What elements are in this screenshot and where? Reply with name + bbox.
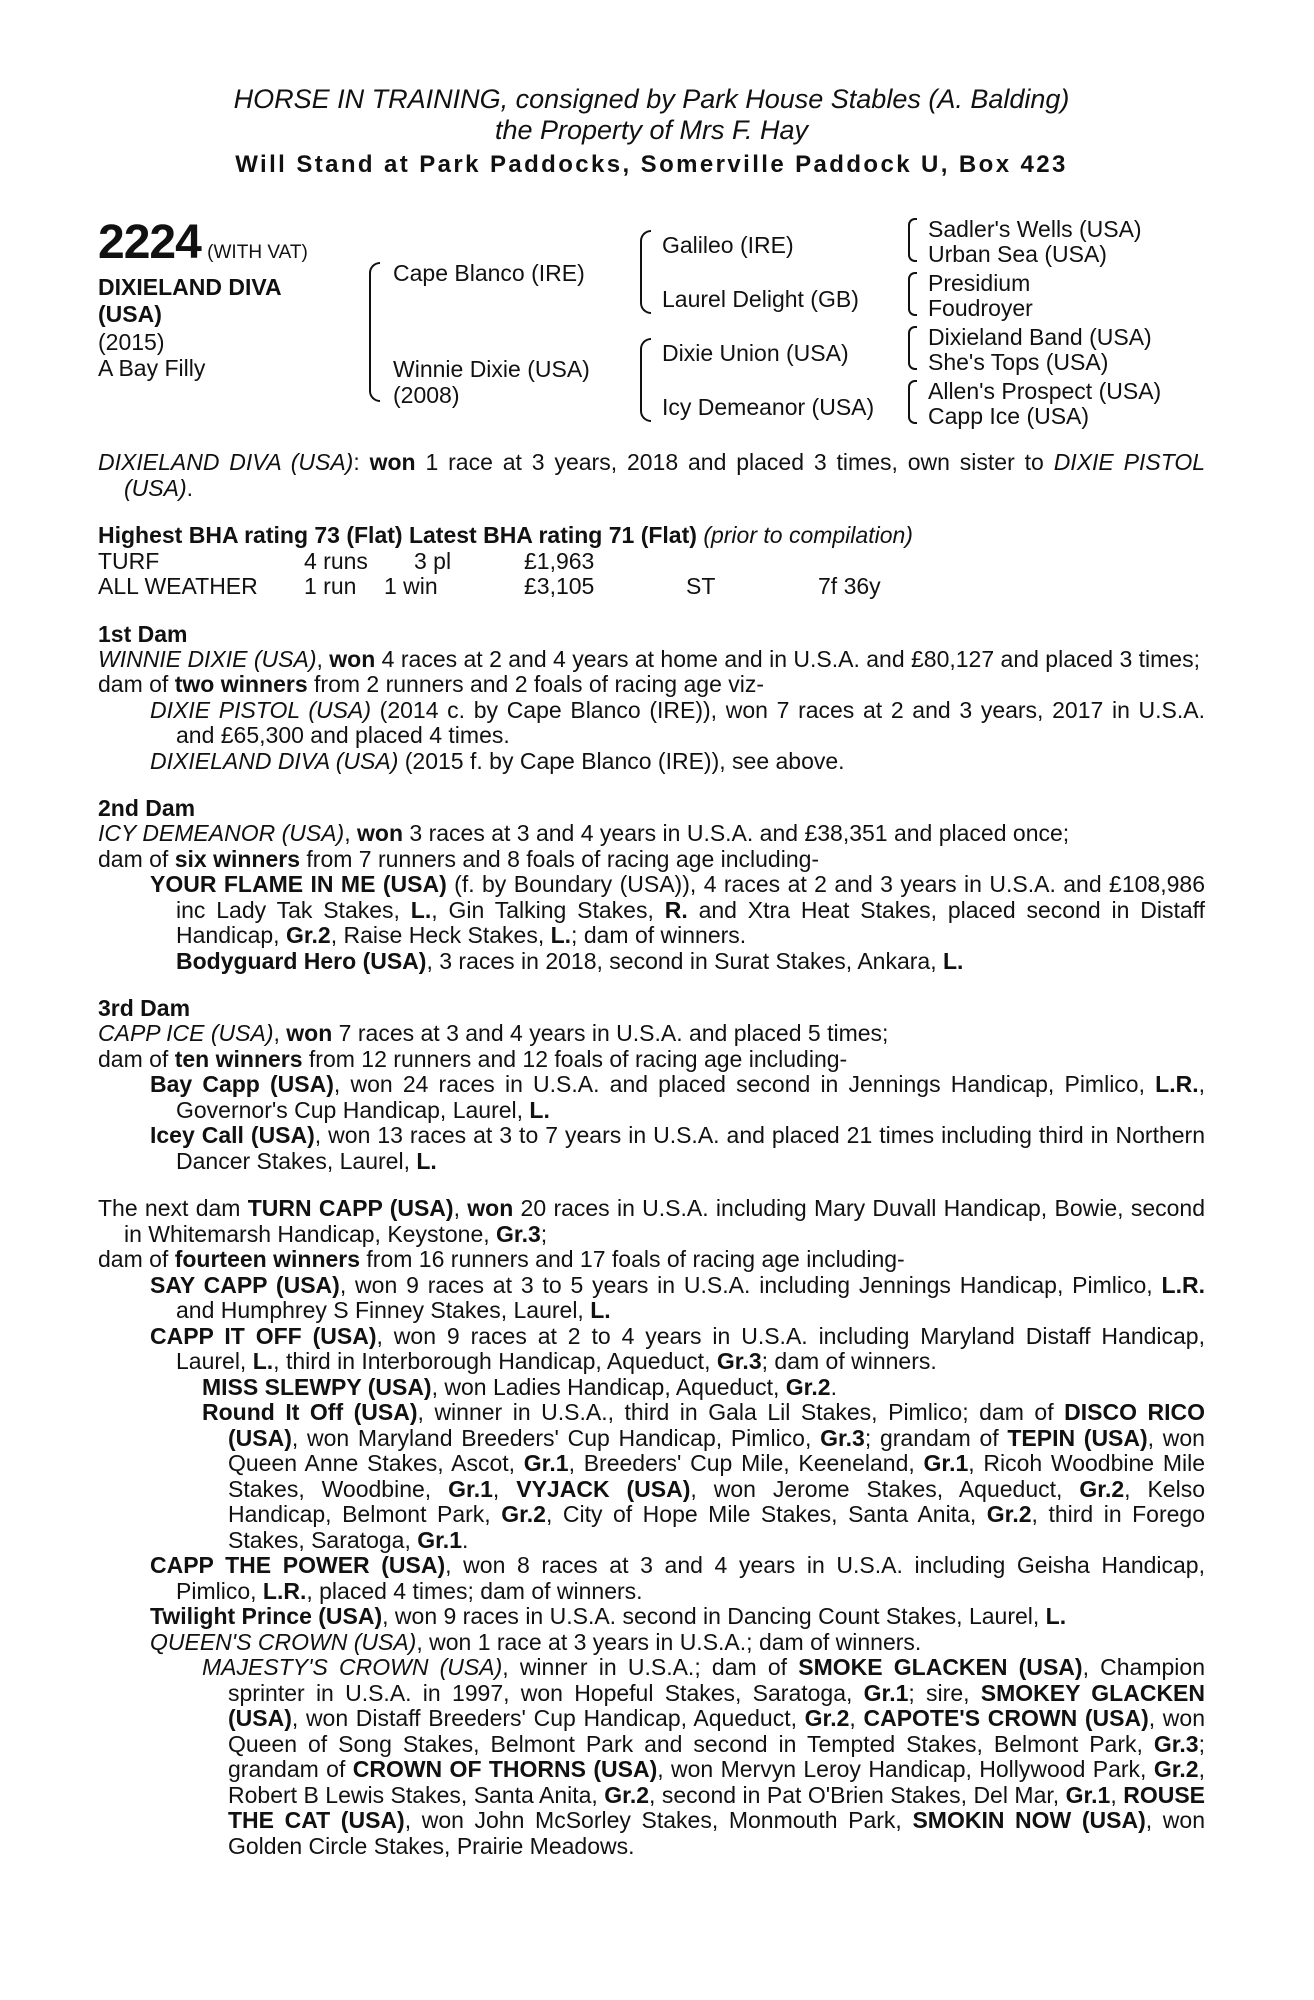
bracket-dd <box>908 380 917 424</box>
majestys-crown: MAJESTY'S CROWN (USA), winner in U.S.A.; dam of SMOKE GLACKEN (USA), Champion sprinter in U.S.A. in 1997, won Hopeful Stakes, Saratoga, Gr.1; sire, SMOKEY GLACKEN (USA), won Distaff Breeders' Cup Handicap, Aqueduct, Gr.2, CAPOTE'S CROWN (USA), won Queen of Song Stakes, Belmont Park and second in Tempted Stakes, Belmont Park, Gr.3; grandam of CROWN OF THORNS (USA), won Mervyn Leroy Handicap, Hollywood Park, Gr.2, Robert B Lewis Stakes, Santa Anita, Gr.2, second in Pat O'Brien Stakes, Del Mar, Gr.1, ROUSE THE CAT (USA), won John McSorley Stakes, Monmouth Park, SMOKIN NOW (USA), won Golden Circle Stakes, Prairie Meadows. <box>202 1654 1206 1859</box>
rating-row-turf: TURF 4 runs 3 pl £1,963 <box>98 547 595 574</box>
round-it-off: Round It Off (USA), winner in U.S.A., third in Gala Lil Stakes, Pimlico; dam of DISCO RICO (USA), won Maryland Breeders' Cup Handicap, Pimlico, Gr.3; grandam of TEPIN (USA), won Queen Anne Stakes, Ascot, Gr.1, Breeders' Cup Mile, Keeneland, Gr.1, Ricoh Woodbine Mile Stakes, Woodbine, Gr.1, VYJACK (USA), won Jerome Stakes, Aqueduct, Gr.2, Kelso Handicap, Belmont Park, Gr.2, City of Hope Mile Stakes, Santa Anita, Gr.2, third in Forego Stakes, Saratoga, Gr.1. <box>202 1399 1206 1553</box>
capp-the-power: CAPP THE POWER (USA), won 8 races at 3 and 4 years in U.S.A. including Geisha Handicap, Pimlico, L.R., placed 4 times; dam of winners. <box>150 1552 1205 1604</box>
ssd: Urban Sea (USA) <box>928 241 1107 267</box>
sdd: Foudroyer <box>928 295 1033 321</box>
first-dam-heading: 1st Dam <box>98 620 188 647</box>
bracket-ds <box>908 326 917 370</box>
dam-dam: Icy Demeanor (USA) <box>662 394 875 420</box>
dam-year: (2008) <box>393 382 460 408</box>
rating-block: Highest BHA rating 73 (Flat) Latest BHA rating 71 (Flat) (prior to compilation) TURF 4 runs 3 pl £1,963 ALL WEATHER 1 run 1 win £3,105 ST 7f 36y <box>98 523 1205 600</box>
third-dam-section: 3rd Dam CAPP ICE (USA), won 7 races at 3 and 4 years in U.S.A. and placed 5 times; dam of ten winners from 12 runners and 12 foals of racing age including- Bay Capp (USA), won 24 races in U.S.A. and placed second in Jennings Handicap, Pimlico, L.R., Governor's Cup Handicap, Laurel, L. Icey Call (USA), won 13 races at 3 to 7 years in U.S.A. and placed 21 times including third in Northern Dancer Stakes, Laurel, L. <box>98 995 1205 1174</box>
property-line: the Property of Mrs F. Hay <box>494 115 809 145</box>
next-dam-section: The next dam TURN CAPP (USA), won 20 races in U.S.A. including Mary Duvall Handicap, Bowie, second in Whitemarsh Handicap, Keystone, Gr.3; dam of fourteen winners from 16 runners and 17 foals of racing age including- SAY CAPP (USA), won 9 races at 3 to 5 years in U.S.A. including Jennings Handicap, Pimlico, L.R. and Humphrey S Finney Stakes, Laurel, L. CAPP IT OFF (USA), won 9 races at 2 to 4 years in U.S.A. including Maryland Distaff Handicap, Laurel, L., third in Interborough Handicap, Aqueduct, Gr.3; dam of winners. MISS SLEWPY (USA), won Ladies Handicap, Aqueduct, Gr.2. Round It Off (USA), winner in U.S.A., third in Gala Lil Stakes, Pimlico; dam of DISCO RICO (USA), won Maryland Breeders' Cup Handicap, Pimlico, Gr.3; grandam of TEPIN (USA), won Queen Anne Stakes, Ascot, Gr.1, Breeders' Cup Mile, Keeneland, Gr.1, Ricoh Woodbine Mile Stakes, Woodbine, Gr.1, VYJACK (USA), won Jerome Stakes, Aqueduct, Gr.2, Kelso Handicap, Belmont Park, Gr.2, City of Hope Mile Stakes, Santa Anita, Gr.2, third in Forego Stakes, Saratoga, Gr.1. CAPP THE POWER (USA), won 8 races at 3 and 4 years in U.S.A. including Geisha Handicap, Pimlico, L.R., placed 4 times; dam of winners. Twilight Prince (USA), won 9 races in U.S.A. second in Dancing Count Stakes, Laurel, L. QUEEN'S CROWN (USA), won 1 race at 3 years in U.S.A.; dam of winners. MAJESTY'S CROWN (USA), winner in U.S.A.; dam of SMOKE GLACKEN (USA), Champion sprinter in U.S.A. in 1997, won Hopeful Stakes, Saratoga, Gr.1; sire, SMOKEY GLACKEN (USA), won Distaff Breeders' Cup Handicap, Aqueduct, Gr.2, CAPOTE'S CROWN (USA), won Queen of Song Stakes, Belmont Park and second in Tempted Stakes, Belmont Park, Gr.3; grandam of CROWN OF THORNS (USA), won Mervyn Leroy Handicap, Hollywood Park, Gr.2, Robert B Lewis Stakes, Santa Anita, Gr.2, second in Pat O'Brien Stakes, Del Mar, Gr.1, ROUSE THE CAT (USA), won John McSorley Stakes, Monmouth Park, SMOKIN NOW (USA), won Golden Circle Stakes, Prairie Meadows. <box>98 1195 1206 1859</box>
horse-name: DIXIELAND DIVA <box>98 274 282 300</box>
first-dam-section: 1st Dam WINNIE DIXIE (USA), won 4 races at 2 and 4 years at home and in U.S.A. and £80,127 and placed 3 times; dam of two winners from 2 runners and 2 foals of racing age viz- DIXIE PISTOL (USA) (2014 c. by Cape Blanco (IRE)), won 7 races at 2 and 3 years, 2017 in U.S.A. and £65,300 and placed 4 times. DIXIELAND DIVA (USA) (2015 f. by Cape Blanco (IRE)), see above. <box>98 620 1205 774</box>
bracket-sd <box>908 272 917 316</box>
dds: Allen's Prospect (USA) <box>928 378 1162 404</box>
intro-paragraph: DIXIELAND DIVA (USA): won 1 race at 3 years, 2018 and placed 3 times, own sister to DIXIE PISTOL (USA). <box>98 449 1206 501</box>
dss: Dixieland Band (USA) <box>928 324 1152 350</box>
say-capp: SAY CAPP (USA), won 9 races at 3 to 5 years in U.S.A. including Jennings Handicap, Pimlico, L.R. and Humphrey S Finney Stakes, Laurel, L. <box>150 1271 1205 1323</box>
catalogue-page <box>98 84 1205 1859</box>
sss: Sadler's Wells (USA) <box>928 216 1142 242</box>
bracket-sire <box>640 230 651 314</box>
vat-note: (WITH VAT) <box>207 242 308 263</box>
ddd: Capp Ice (USA) <box>928 403 1090 429</box>
sire-sire: Galileo (IRE) <box>662 232 794 258</box>
pedigree-block <box>98 212 1205 447</box>
lot-number-line <box>98 218 308 268</box>
consignor-line: HORSE IN TRAINING, consigned by Park House Stables (A. Balding) <box>233 84 1070 114</box>
horse-description: A Bay Filly <box>98 355 206 381</box>
sds: Presidium <box>928 270 1031 296</box>
queens-crown: QUEEN'S CROWN (USA), won 1 race at 3 years in U.S.A.; dam of winners. <box>150 1628 922 1655</box>
intro-horse-name: DIXIELAND DIVA (USA) <box>98 449 354 475</box>
foaling-year: (2015) <box>98 329 165 355</box>
horse-origin: (USA) <box>98 301 162 327</box>
twilight-prince: Twilight Prince (USA), won 9 races in U.S.A. second in Dancing Count Stakes, Laurel, L. <box>150 1603 1067 1629</box>
lot-number: 2224 <box>98 216 201 269</box>
capp-it-off: CAPP IT OFF (USA), won 9 races at 2 to 4 years in U.S.A. including Maryland Distaff Handicap, Laurel, L., third in Interborough Handicap, Aqueduct, Gr.3; dam of winners. <box>150 1322 1205 1374</box>
second-dam-section: 2nd Dam ICY DEMEANOR (USA), won 3 races at 3 and 4 years in U.S.A. and £38,351 and placed once; dam of six winners from 7 runners and 8 foals of racing age including- YOUR FLAME IN ME (USA) (f. by Boundary (USA)), 4 races at 2 and 3 years in U.S.A. and £108,986 inc Lady Tak Stakes, L., Gin Talking Stakes, R. and Xtra Heat Stakes, placed second in Distaff Handicap, Gr.2, Raise Heck Stakes, L.; dam of winners. Bodyguard Hero (USA), 3 races in 2018, second in Surat Stakes, Ankara, L. <box>98 795 1206 974</box>
lot-header <box>98 84 1205 182</box>
miss-slewpy: MISS SLEWPY (USA), won Ladies Handicap, Aqueduct, Gr.2. <box>202 1373 837 1400</box>
dam-sire: Dixie Union (USA) <box>662 340 849 366</box>
bracket-ss <box>908 218 917 262</box>
location-line: Will Stand at Park Paddocks, Somerville Paddock U, Box 423 <box>235 151 1068 178</box>
bracket-dam <box>640 338 651 422</box>
sire: Cape Blanco (IRE) <box>393 260 585 286</box>
dam: Winnie Dixie (USA) <box>393 356 590 382</box>
rating-text: Highest BHA rating 73 (Flat) Latest BHA rating 71 (Flat) <box>98 522 697 548</box>
dsd: She's Tops (USA) <box>928 349 1109 375</box>
sire-dam: Laurel Delight (GB) <box>662 286 859 312</box>
bracket-gen1 <box>369 262 380 402</box>
rating-row-aw: ALL WEATHER 1 run 1 win £3,105 ST 7f 36y <box>98 573 881 599</box>
